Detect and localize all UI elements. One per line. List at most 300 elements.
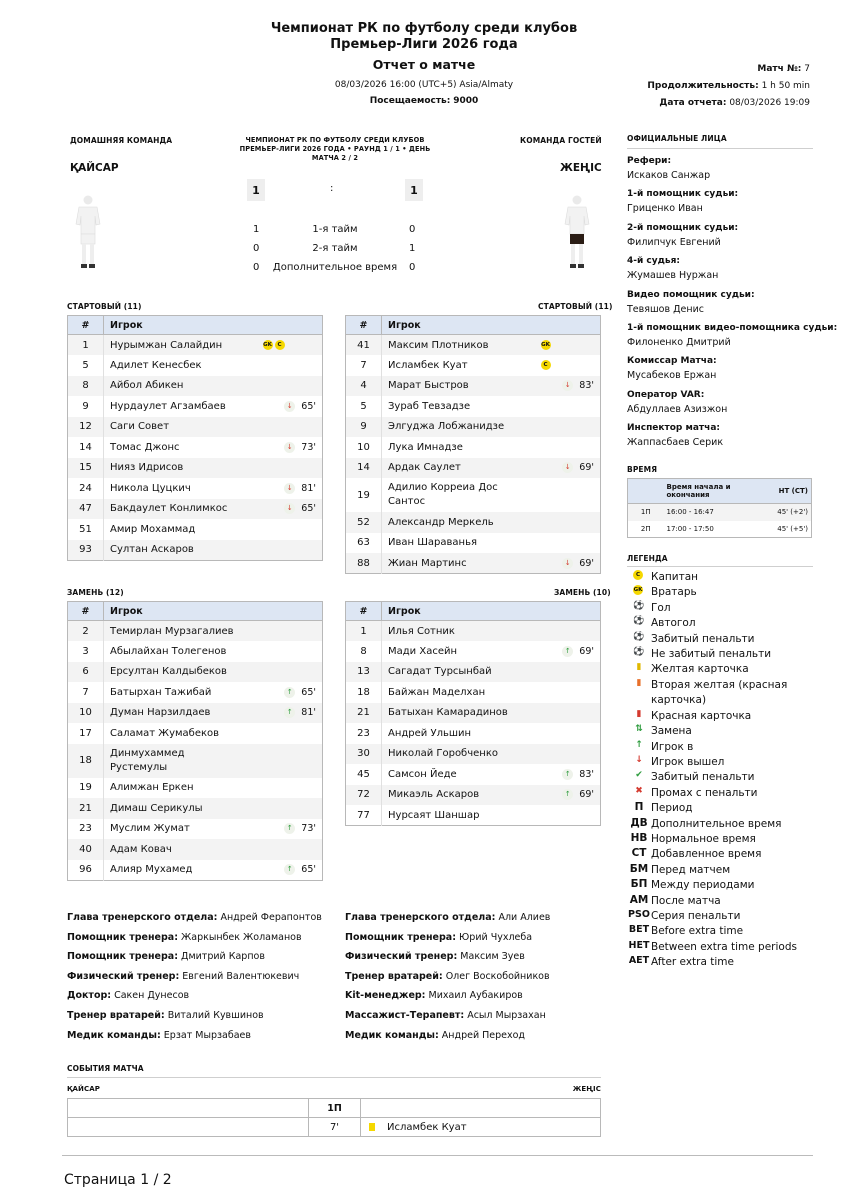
player-name: Лука Имнадзе [388,441,463,453]
sub-minute: 65' [301,864,316,875]
player-events [263,621,323,642]
player-out-icon: ↓ [284,401,295,412]
player-events [263,478,323,499]
home-subs-title: ЗАМЕНЬ (12) [67,588,124,597]
col-events-header [541,316,601,335]
match-number: Матч №: 7 [757,64,810,74]
player-name: Адилет Кенесбек [110,359,202,371]
col-player-header: Игрок [104,316,263,335]
official-name: Тевяшов Денис [627,303,704,315]
events-home-team: ҚАЙСАР [67,1085,100,1093]
staff-name: Жаркынбек Жоламанов [178,931,302,943]
player-number: 12 [68,417,104,438]
player-name: Амир Мохаммад [110,523,196,535]
table-row [68,376,323,397]
staff-name: Ерзат Мырзабаев [160,1029,251,1041]
sub-minute: 69' [579,557,594,569]
player-events [263,839,323,860]
player-in-icon: ↑ [284,823,295,834]
player-name: Байжан Маделхан [388,686,486,698]
legend-abbr: HET [628,939,650,951]
legend-item [627,647,821,662]
legend-item [627,832,821,847]
report-title: Отчет о матче [372,57,476,72]
goalkeeper-icon: GK [633,587,643,594]
player-number: 47 [68,499,104,520]
legend-text: Before extra time [651,925,744,938]
home-starting-title: СТАРТОВЫЙ (11) [67,302,142,311]
player-out-icon: ↓ [562,558,573,569]
legend-abbr: BET [628,924,650,936]
player-number: 14 [68,437,104,458]
sub-minute: 83' [579,380,594,392]
table-row [68,355,323,376]
legend-text: Капитан [651,571,698,583]
player-events [541,355,601,376]
player-number: 52 [346,512,382,533]
time-title: ВРЕМЯ [627,465,658,474]
competition-round: ЧЕМПИОНАТ РК ПО ФУТБОЛУ СРЕДИ КЛУБОВ ПРЕМЬЕР-ЛИГИ 2026 ГОДА • РАУНД 1 / 1 • ДЕНЬ МАТЧА 2 / 2 [239,136,431,162]
player-events [541,785,601,806]
table-row [346,396,601,417]
player-number: 2 [68,621,104,642]
player-out-icon: ↓ [284,483,295,494]
event-player: Исламбек Куат [387,1121,467,1133]
legend-title: ЛЕГЕНДА [627,554,668,563]
score-separator: : [330,183,334,194]
legend-text: Добавленное время [651,848,762,861]
legend-abbr: AET [628,955,650,967]
player-name: Саламат Жумабеков [110,727,220,739]
player-name: Жиан Мартинс [382,553,541,574]
legend-item [627,770,821,785]
player-number: 9 [346,417,382,438]
match-datetime: 08/03/2026 16:00 (UTC+5) Asia/Almaty [334,80,514,90]
legend-text: Игрок в [651,740,694,753]
legend-abbr: СТ [631,847,647,860]
player-number: 77 [346,805,382,826]
official-role: 1-й помощник судьи: [627,189,739,200]
player-events [263,703,323,724]
legend-abbr: НВ [630,832,648,844]
staff-role: Массажист-Терапевт: [345,1010,465,1021]
staff-role: Тренер вратарей: [67,1010,165,1021]
player-events [541,376,601,397]
legend-item [627,786,821,801]
player-events [541,662,601,683]
player-number: 5 [68,355,104,376]
sub-minute: 81' [301,482,316,494]
table-row [68,499,323,520]
player-number: 8 [346,641,382,662]
player-name: Абылайхан Толегенов [110,645,227,657]
staff-member [345,971,550,982]
legend-abbr: PSO [628,909,650,920]
player-events [541,335,601,356]
attendance: Посещаемость: 9000 [369,96,479,106]
second-yellow-icon: ▮ [636,677,642,688]
staff-member [67,951,265,962]
yellow-card-icon: ▮ [636,662,642,673]
legend-text: Период [651,802,693,815]
player-name: Нурдаулет Агзамбаев [110,400,226,412]
legend-text: Нормальное время [651,833,756,845]
player-name: Максим Плотников [382,335,541,356]
legend-item [627,678,821,708]
player-in-icon: ↑ [562,789,573,800]
legend-text: Забитый пенальти [651,771,755,784]
player-events [541,703,601,724]
table-row [68,682,323,703]
legend-text: Желтая карточка [651,663,749,676]
player-name: Саги Совет [104,417,263,438]
player-number: 18 [68,744,104,778]
player-number: 4 [346,376,382,397]
staff-role: Физический тренер: [67,970,180,982]
col-events-header [541,602,601,621]
player-events [541,805,601,826]
player-number: 21 [68,798,104,819]
player-name: Алимжан Еркен [110,782,194,794]
table-row [68,458,323,479]
player-number: 19 [68,778,104,799]
official-name: Жумашев Нуржан [627,270,719,282]
col-events-header [263,316,323,335]
table-row [346,785,601,806]
table-row [346,376,601,397]
staff-name: Андрей Переход [438,1029,525,1041]
home-subs-table [67,601,323,881]
legend-text: Дополнительное время [651,817,782,830]
player-number: 7 [346,355,382,376]
player-in-icon: ↑ [635,739,643,750]
player-number: 18 [346,682,382,703]
player-name: Батырхан Тажибай [110,686,212,698]
half-label: Дополнительное время [272,262,398,273]
col-player-header: Игрок [104,602,263,621]
staff-member [67,912,322,923]
player-number: 10 [346,437,382,458]
player-name: Нурсаят Шаншар [388,809,480,821]
player-number: 1 [68,335,104,356]
official-role: Оператор VAR: [627,389,705,400]
player-out-icon: ↓ [635,755,643,765]
official-name: Филоненко Дмитрий [627,337,731,348]
player-number: 13 [346,662,382,683]
table-row [346,335,601,356]
sub-minute: 69' [579,789,594,801]
table-header-row [68,602,323,621]
red-card-icon: ▮ [636,708,642,719]
player-events [541,764,601,785]
staff-role: Помощник тренера: [345,931,457,943]
table-row [68,540,323,561]
page-number: Страница 1 / 2 [64,1172,172,1188]
check-icon: ✔ [635,770,643,781]
legend-item [627,709,821,724]
table-row [346,533,601,554]
player-events [541,682,601,703]
player-name: Султан Аскаров [104,540,263,561]
event-minute: 7' [309,1118,361,1137]
player-events [263,682,323,703]
legend-abbr: АМ [629,893,649,906]
player-events [541,458,601,479]
table-header-row [68,316,323,335]
legend-abbr: ДВ [630,816,648,829]
sub-minute: 83' [579,768,594,780]
player-events [263,376,323,397]
player-number: 45 [346,764,382,785]
legend-item [627,616,821,631]
legend-item [627,601,821,616]
staff-member [67,971,299,982]
player-number: 51 [68,519,104,540]
table-row [346,458,601,479]
player-name: Алияр Мухамед [110,864,193,875]
table-row [346,512,601,533]
player-name: Элгуджа Лобжанидзе [382,417,541,438]
staff-name: Дмитрий Карпов [178,951,265,963]
staff-member [345,912,550,923]
table-row [68,819,323,840]
table-row [346,437,601,458]
table-row [346,553,601,574]
col-number-header: # [68,316,104,335]
captain-icon: C [627,570,651,585]
staff-member [345,1010,546,1021]
home-starting-table [67,315,323,561]
events-period: 1П [309,1099,361,1118]
staff-name: Андрей Ферапонтов [217,912,322,923]
player-number: 8 [68,376,104,397]
player-name: Батыхан Камарадинов [382,703,541,724]
half-away-score: 0 [409,224,416,235]
official-name: Жаппасбаев Серик [627,437,724,449]
time-row: 2П 17:00 - 17:50 45' (+5') [640,524,808,533]
player-number: 21 [346,703,382,724]
legend-item [627,847,821,862]
table-row [68,778,323,799]
player-name: Марат Быстров [382,376,541,397]
table-row [68,703,323,724]
official-name: Гриценко Иван [627,203,703,215]
legend-text: Between extra time periods [651,940,797,953]
away-score: 1 [405,179,423,201]
staff-role: Медик команды: [67,1029,161,1041]
table-row [346,744,601,765]
competition-title-line2: Премьер-Лиги 2026 года [330,37,518,52]
col-player-header: Игрок [382,316,541,335]
player-events [263,798,323,819]
table-row [346,417,601,438]
official-name: Абдуллаев Азизжон [627,403,728,415]
player-in-icon: ↑ [284,707,295,718]
player-name: Томас Джонс [110,441,180,453]
legend-text: Автогол [651,617,696,630]
legend-text: After extra time [651,956,734,969]
player-number: 1 [346,621,382,642]
staff-name: Максим Зуев [457,951,525,963]
player-number: 41 [346,335,382,356]
staff-name: Евгений Валентюкевич [179,970,300,982]
staff-name: Олег Воскобойников [442,970,550,982]
staff-name: Асыл Мырзахан [464,1010,546,1021]
legend-text: Не забитый пенальти [651,648,772,660]
legend-item [627,724,821,739]
player-events [263,778,323,799]
table-row [68,641,323,662]
player-number: 10 [68,703,104,724]
player-number: 63 [346,533,382,554]
player-name: Нияз Идрисов [104,458,263,479]
official-role: 1-й помощник видео-помощника судьи: [627,323,838,333]
staff-member [67,1030,251,1041]
officials-title: ОФИЦИАЛЬНЫЕ ЛИЦА [627,134,727,143]
player-events [263,458,323,479]
player-events [263,641,323,662]
staff-member [67,990,189,1001]
player-name: Ерсултан Калдыбеков [104,662,263,683]
sub-minute: 65' [301,503,316,515]
player-number: 40 [68,839,104,860]
staff-role: Тренер вратарей: [345,970,443,982]
player-number: 15 [68,458,104,479]
table-row [346,805,601,826]
table-row [68,519,323,540]
legend-item [627,940,821,955]
captain-icon: C [541,360,551,370]
table-row [346,662,601,683]
home-score: 1 [247,179,265,201]
player-out-icon: ↓ [562,462,573,473]
table-row [346,764,601,785]
player-number: 88 [346,553,382,574]
player-name: Бакдаулет Конлимкос [104,499,263,520]
legend-text: Промах с пенальти [651,786,758,799]
table-row [346,478,601,512]
legend-abbr: П [634,801,644,814]
match-duration: Продолжительность: 1 h 50 min [647,81,810,91]
table-row [346,682,601,703]
player-events [263,540,323,561]
staff-member [345,1030,525,1041]
away-starting-title: СТАРТОВЫЙ (11) [538,302,613,311]
legend-item [627,755,821,770]
half-label: 2-я тайм [312,243,358,254]
home-team-label: ДОМАШНЯЯ КОМАНДА [70,136,173,145]
col-events-header [263,602,323,621]
staff-role: Kit-менеджер: [345,990,426,1002]
player-name: Исламбек Куат [388,359,468,371]
sub-minute: 69' [579,645,594,657]
player-events [263,519,323,540]
official-role: Комиссар Матча: [627,356,717,367]
half-home-score: 0 [253,262,260,273]
events-away-team: ЖЕҢІС [572,1085,601,1093]
player-name: Адам Ковач [104,839,263,860]
legend-item [627,632,821,647]
sub-minute: 69' [579,462,594,474]
official-role: Инспектор матча: [627,423,720,434]
player-events [541,744,601,765]
player-events [541,553,601,574]
staff-role: Помощник тренера: [67,931,179,943]
player-name: Динмухаммед Рустемулы [104,744,263,778]
official-role: 4-й судья: [627,256,680,267]
col-number-header: # [346,316,382,335]
staff-role: Глава тренерского отдела: [345,912,496,923]
legend-text: Перед матчем [651,863,731,876]
staff-name: Михаил Аубакиров [425,990,523,1002]
table-row [68,621,323,642]
player-in-icon: ↑ [562,646,573,657]
staff-role: Глава тренерского отдела: [67,912,218,923]
col-player-header: Игрок [382,602,541,621]
events-title: СОБЫТИЯ МАТЧА [67,1064,144,1073]
legend-item [627,863,821,878]
player-name: Александр Меркель [382,512,541,533]
table-row [68,335,323,356]
half-home-score: 0 [253,243,260,254]
player-name: Муслим Жумат [110,823,190,835]
staff-name: Юрий Чухлеба [456,931,533,943]
away-subs-table [345,601,601,826]
player-name: Темирлан Мурзагалиев [104,621,263,642]
player-in-icon: ↑ [284,864,295,875]
staff-name: Виталий Кувшинов [164,1010,264,1021]
player-events [541,396,601,417]
staff-role: Физический тренер: [345,951,458,963]
player-number: 17 [68,723,104,744]
table-row [68,798,323,819]
player-name: Самсон Йеде [388,768,457,780]
staff-member [67,932,302,943]
player-number: 93 [68,540,104,561]
staff-name: Али Алиев [495,912,551,923]
captain-icon: C [275,340,285,350]
player-events [263,417,323,438]
report-date: Дата отчета: 08/03/2026 19:09 [659,98,810,108]
time-table [627,478,812,538]
legend-item [627,909,821,924]
staff-role: Медик команды: [345,1029,439,1041]
legend-text: Вторая желтая (красная карточка) [651,678,788,706]
table-row [346,703,601,724]
legend-text: Красная карточка [651,709,752,722]
staff-role: Помощник тренера: [67,951,179,963]
player-events [541,621,601,642]
player-number: 7 [68,682,104,703]
player-in-icon: ↑ [562,769,573,780]
player-number: 19 [346,478,382,512]
table-row [68,437,323,458]
player-events [541,417,601,438]
player-number: 24 [68,478,104,499]
player-number: 5 [346,396,382,417]
table-row [68,417,323,438]
table-row [346,641,601,662]
staff-member [345,932,532,943]
staff-role: Доктор: [67,990,112,1002]
staff-name: Сакен Дунесов [111,990,190,1002]
col-number-header: # [346,602,382,621]
player-events [541,478,601,512]
player-number: 14 [346,458,382,479]
legend-abbr: БП [630,878,648,891]
player-name: Андрей Ульшин [388,727,472,739]
player-number: 9 [68,396,104,417]
